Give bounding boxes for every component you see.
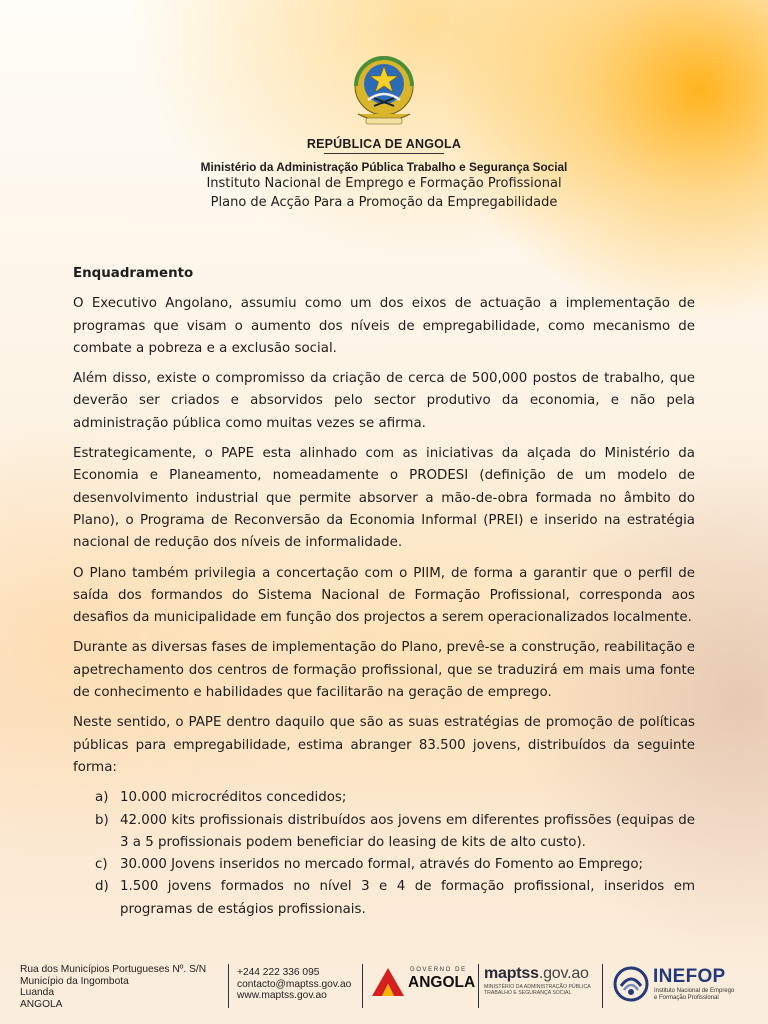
ministry-name: Ministério da Administração Pública Trabalho e Segurança Social	[200, 160, 568, 174]
contact-block	[237, 967, 351, 1002]
angola-coat-of-arms-icon	[344, 48, 424, 132]
list-item-text: 1.500 jovens formados no nível 3 e 4 de formação profissional, inseridos em programas de estágios profissionais.	[120, 879, 695, 917]
address-line: ANGOLA	[20, 998, 63, 1010]
document-footer	[0, 960, 768, 1020]
maptss-name: maptss	[484, 965, 539, 982]
footer-divider	[478, 964, 479, 1008]
paragraph: Neste sentido, o PAPE dentro daquilo que são as suas estratégias de promoção de políticas públicas para empregabilidade, estima abranger 83.500 jovens, distribuídos da seguinte forma:	[73, 715, 695, 775]
phone-number: +244 222 336 095	[237, 967, 320, 978]
inefop-logo	[611, 964, 741, 1006]
inefop-subtitle	[654, 988, 734, 1002]
paragraph: Durante as diversas fases de implementação do Plano, prevê-se a construção, reabilitação e apetrechamento dos centros de formação profissional, que se traduzirá em mais uma fonte de conhecimento e habilidades que facilitarão na geração de emprego.	[73, 640, 695, 701]
list-item-text: 42.000 kits profissionais distribuídos aos jovens em diferentes profissões (equipas de 3 a 5 profissionais podem beneficiar do leasing de kits de alto custo).	[120, 812, 695, 850]
paragraph: O Executivo Angolano, assumiu como um dos eixos de actuação a implementação de programas que visam o aumento dos níveis de empregabilidade, como mecanismo de combate a pobreza e a exclusão social.	[73, 296, 695, 356]
maptss-subtitle	[484, 984, 594, 996]
list-item-text: 10.000 microcréditos concedidos;	[120, 790, 347, 806]
list-marker: c)	[95, 857, 108, 873]
address-line: Rua dos Municípios Portugueses Nº. S/N	[20, 964, 207, 975]
document-body	[73, 263, 695, 921]
institute-name: Instituto Nacional de Emprego e Formação Profissional	[206, 176, 562, 191]
address-line: Luanda	[20, 987, 54, 998]
title-underline	[324, 153, 444, 154]
governo-angola-logo-icon	[372, 968, 404, 996]
paragraph: Estrategicamente, o PAPE esta alinhado com as iniciativas da alçada do Ministério da Economia e Planeamento, nomeadamente o PRODESI (definição de um modelo de desenvolvimento industrial que permite absorver a mão-de-obra formada no âmbito do Plano), o Programa de Reconversão da Economia Informal (PREI) e inserido na estratégia nacional de redução dos níveis de informalidade.	[73, 446, 695, 551]
inefop-subtitle-line: e Formação Profissional	[654, 994, 719, 1001]
distribution-list	[73, 787, 695, 921]
footer-divider	[362, 964, 363, 1008]
address-block	[20, 964, 206, 1010]
section-heading: Enquadramento	[73, 266, 194, 281]
list-marker: a)	[95, 790, 109, 806]
paragraph: Além disso, existe o compromisso da criação de cerca de 500,000 postos de trabalho, que deverão ser criados e absorvidos pelo sector produtivo da economia, e não pela administração pública como muitas vezes se afirma.	[73, 371, 695, 431]
website-link[interactable]: www.maptss.gov.ao	[237, 990, 327, 1002]
maptss-subtitle-line: MINISTÉRIO DA ADMINISTRAÇÃO PÚBLICA	[484, 984, 591, 990]
footer-divider	[602, 964, 603, 1008]
governo-angola-logo	[372, 966, 476, 1000]
email-link[interactable]: contacto@maptss.gov.ao	[237, 978, 352, 990]
maptss-logo	[484, 965, 594, 996]
list-item	[73, 876, 695, 921]
gov-small-label: GOVERNO DE	[410, 967, 467, 973]
maptss-domain: .gov.ao	[538, 965, 589, 982]
inefop-logo-icon	[613, 966, 649, 1002]
address-line: Município da Ingombota	[20, 975, 129, 987]
list-item	[73, 787, 695, 809]
list-item	[73, 810, 695, 855]
list-item-text: 30.000 Jovens inseridos no mercado formal, através do Fomento ao Emprego;	[120, 857, 644, 873]
maptss-subtitle-line: TRABALHO E SEGURANÇA SOCIAL	[484, 990, 572, 996]
footer-divider	[228, 964, 229, 1008]
gov-big-label: ANGOLA	[408, 974, 476, 991]
list-item	[73, 854, 695, 876]
inefop-wordmark: INEFOP	[653, 966, 726, 987]
republic-title: REPÚBLICA DE ANGOLA	[306, 137, 462, 151]
maptss-wordmark	[484, 965, 594, 983]
list-marker: d)	[95, 879, 109, 895]
document-header	[0, 48, 768, 212]
plan-title: Plano de Acção Para a Promoção da Empregabilidade	[210, 195, 558, 210]
list-marker: b)	[95, 812, 109, 828]
inefop-subtitle-line: Instituto Nacional de Emprego	[654, 988, 735, 994]
paragraph: O Plano também privilegia a concertação com o PIIM, de forma a garantir que o perfil de saída dos formandos do Sistema Nacional de Formação Profissional, corresponda aos desafios da municipalidade em função dos projectos a serem operacionalizados localmente.	[73, 565, 695, 626]
